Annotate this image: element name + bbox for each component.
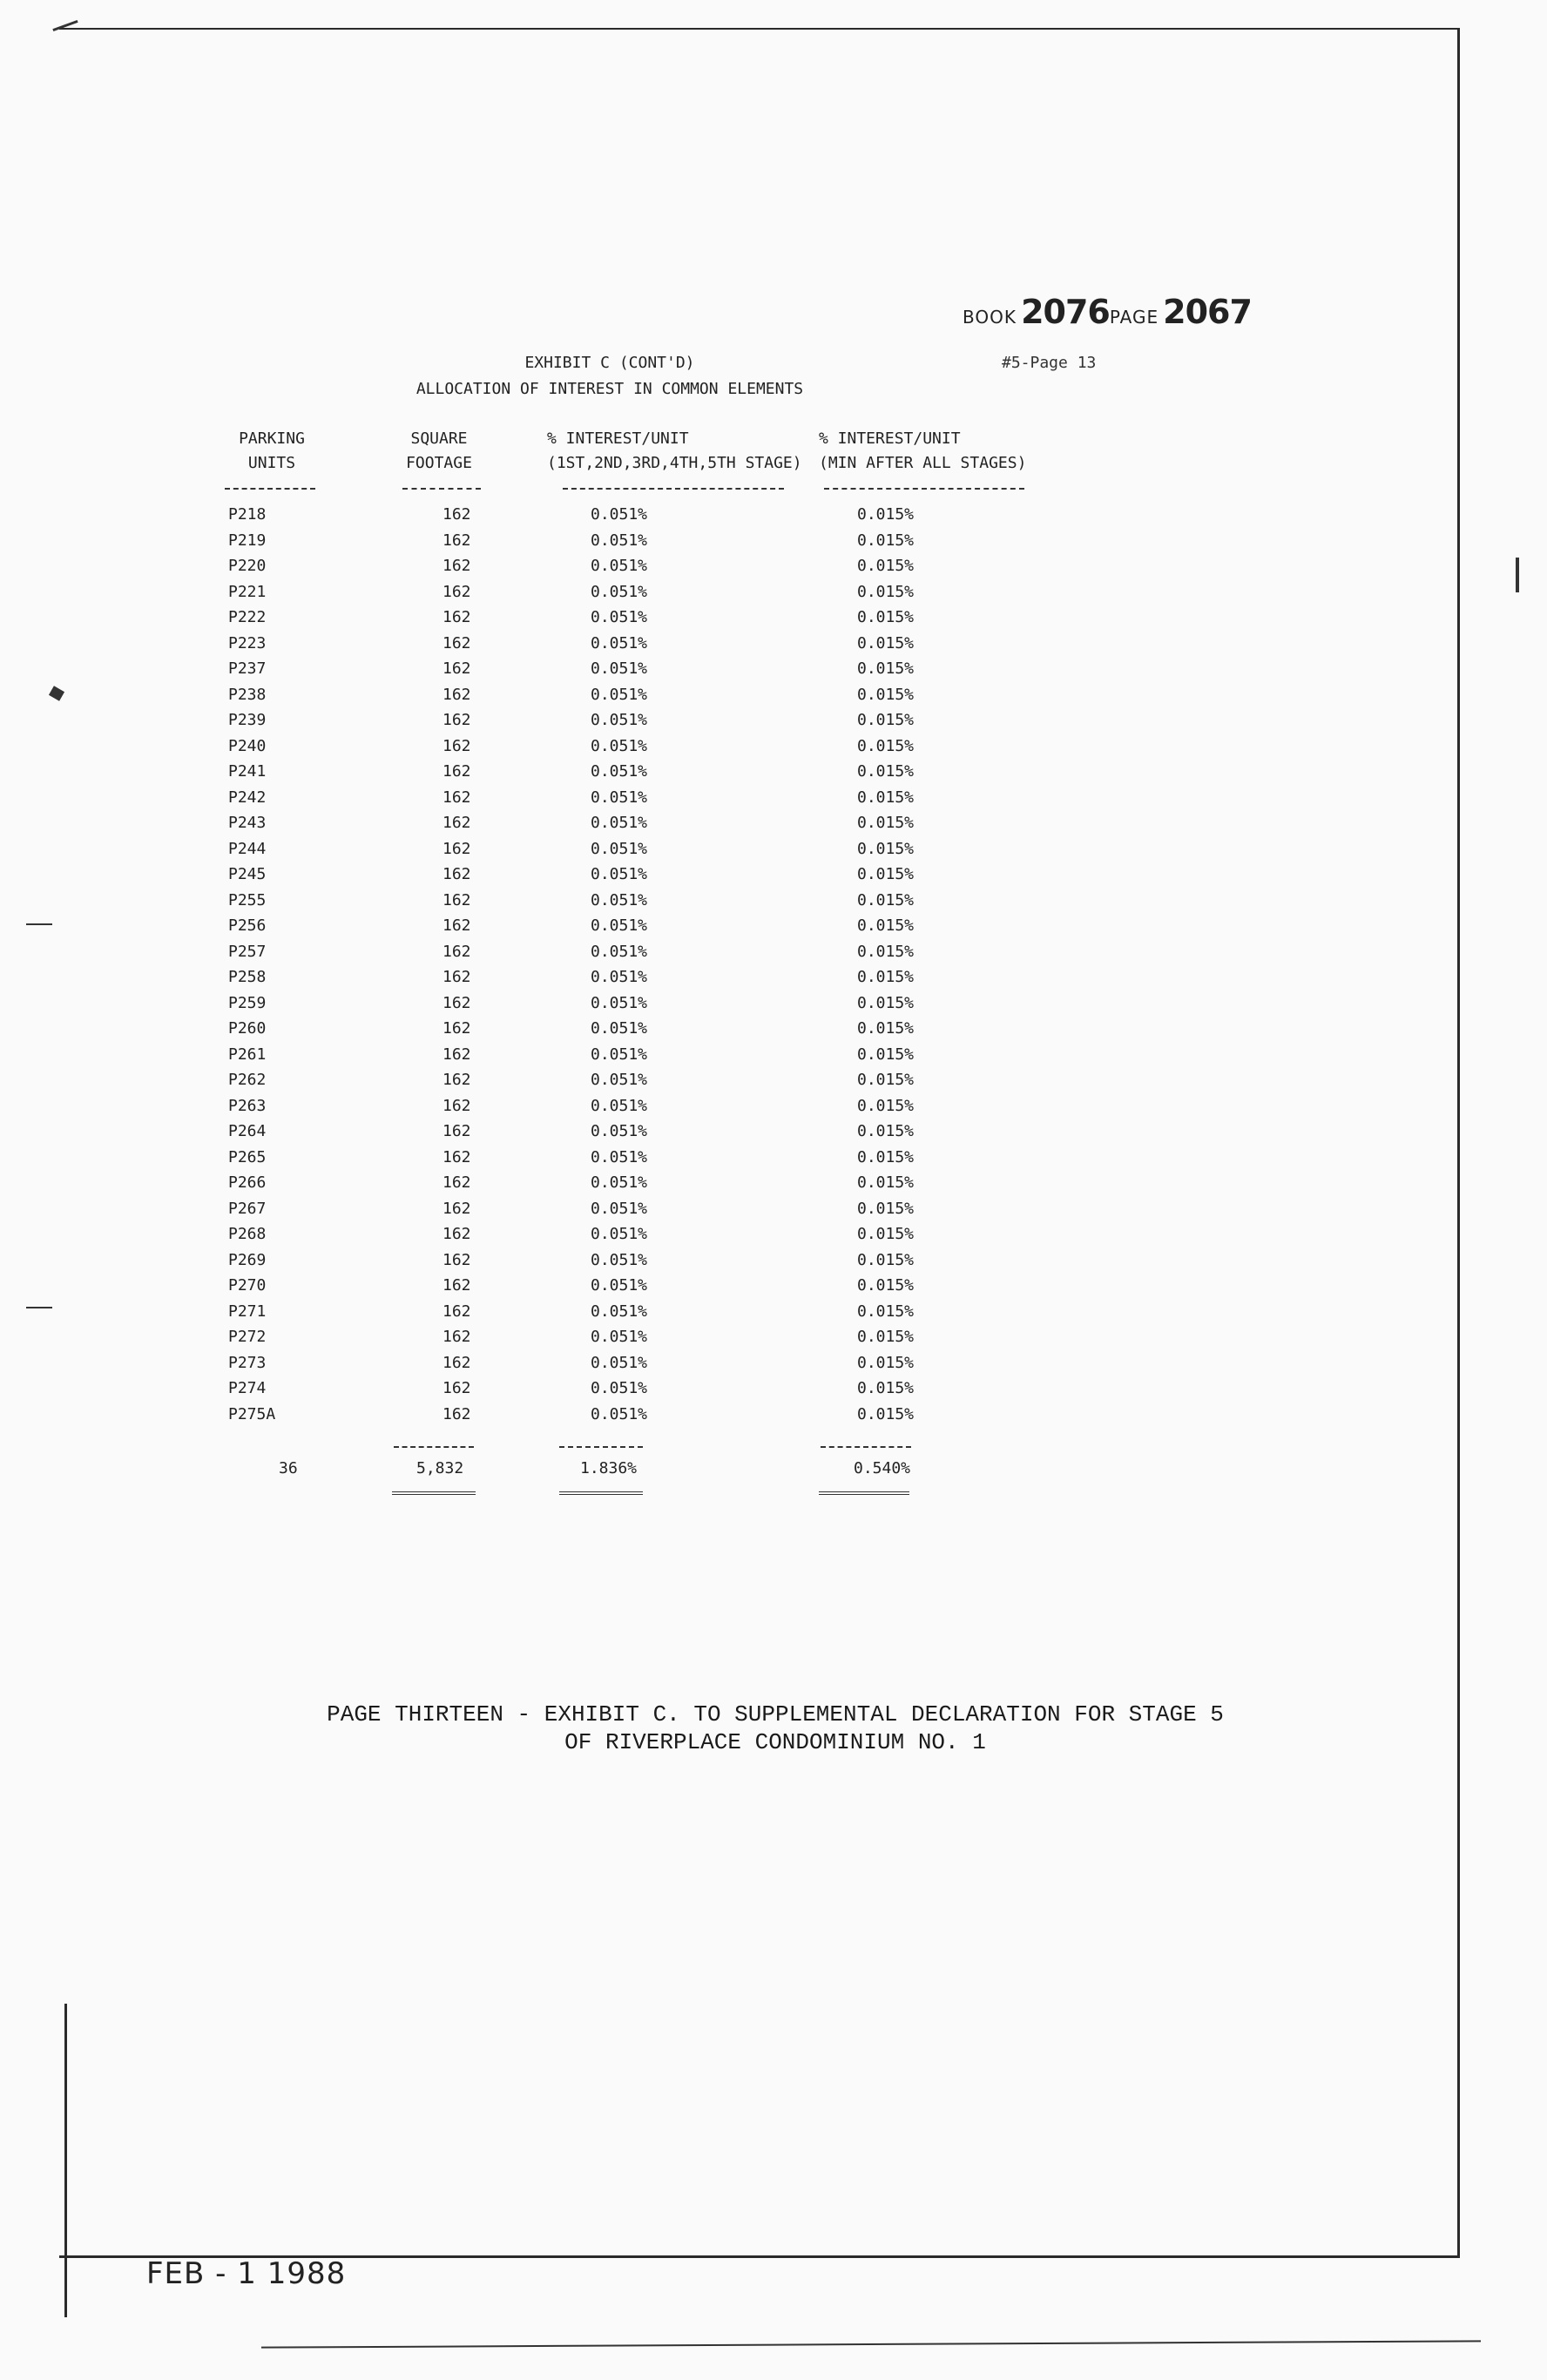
table-row bbox=[0, 1251, 1547, 1277]
square-footage-cell: 162 bbox=[442, 659, 471, 678]
square-footage-cell: 162 bbox=[442, 968, 471, 986]
pct-stage-cell: 0.051% bbox=[591, 1122, 648, 1140]
book-reference bbox=[963, 293, 1252, 331]
pct-min-cell: 0.015% bbox=[857, 1379, 915, 1397]
pct-min-cell: 0.015% bbox=[857, 1096, 915, 1115]
pct-min-cell: 0.015% bbox=[857, 1302, 915, 1321]
table-row bbox=[0, 1354, 1547, 1380]
table-row bbox=[0, 1071, 1547, 1097]
totals-double-underline bbox=[819, 1491, 909, 1495]
column-header-pct-stage: % INTEREST/UNIT (1ST,2ND,3RD,4TH,5TH STAGE) bbox=[547, 429, 802, 472]
totals-double-underline bbox=[559, 1491, 643, 1495]
unit-cell: P244 bbox=[228, 839, 267, 858]
total-square-footage: 5,832 bbox=[416, 1459, 464, 1477]
footer-caption-line1: PAGE THIRTEEN - EXHIBIT C. TO SUPPLEMENTAL DECLARATION FOR STAGE 5 bbox=[327, 1701, 1224, 1728]
table-row bbox=[0, 1122, 1547, 1148]
pct-min-cell: 0.015% bbox=[857, 1071, 915, 1089]
unit-cell: P245 bbox=[228, 865, 267, 883]
pct-stage-cell: 0.051% bbox=[591, 1328, 648, 1346]
table-row bbox=[0, 1225, 1547, 1251]
square-footage-cell: 162 bbox=[442, 1379, 471, 1397]
pct-stage-cell: 0.051% bbox=[591, 531, 648, 550]
square-footage-cell: 162 bbox=[442, 633, 471, 652]
page-ref: #5-Page 13 bbox=[1002, 354, 1097, 372]
table-row bbox=[0, 659, 1547, 686]
pct-stage-cell: 0.051% bbox=[591, 711, 648, 729]
square-footage-cell: 162 bbox=[442, 993, 471, 1012]
pct-min-cell: 0.015% bbox=[857, 633, 915, 652]
table-row bbox=[0, 788, 1547, 815]
unit-cell: P221 bbox=[228, 582, 267, 601]
square-footage-cell: 162 bbox=[442, 1019, 471, 1038]
table-row bbox=[0, 1405, 1547, 1431]
pct-stage-cell: 0.051% bbox=[591, 1019, 648, 1038]
unit-cell: P218 bbox=[228, 505, 267, 524]
pct-stage-cell: 0.051% bbox=[591, 582, 648, 601]
book-prefix: BOOK bbox=[963, 307, 1017, 328]
table-row bbox=[0, 994, 1547, 1020]
table-row bbox=[0, 711, 1547, 737]
table-row bbox=[0, 1148, 1547, 1174]
pct-stage-cell: 0.051% bbox=[591, 1276, 648, 1295]
pct-min-cell: 0.015% bbox=[857, 736, 915, 755]
pct-stage-cell: 0.051% bbox=[591, 1353, 648, 1372]
pct-min-cell: 0.015% bbox=[857, 814, 915, 832]
table-row bbox=[0, 840, 1547, 866]
pct-min-cell: 0.015% bbox=[857, 1045, 915, 1064]
pct-min-cell: 0.015% bbox=[857, 942, 915, 961]
pct-min-cell: 0.015% bbox=[857, 890, 915, 909]
unit-cell: P242 bbox=[228, 788, 267, 807]
pct-stage-cell: 0.051% bbox=[591, 762, 648, 781]
square-footage-cell: 162 bbox=[442, 839, 471, 858]
pct-min-cell: 0.015% bbox=[857, 582, 915, 601]
unit-cell: P257 bbox=[228, 942, 267, 961]
pct-stage-cell: 0.051% bbox=[591, 633, 648, 652]
totals-double-underline bbox=[392, 1491, 476, 1495]
scan-mark bbox=[261, 2340, 1481, 2348]
square-footage-cell: 162 bbox=[442, 685, 471, 704]
column-header-pct-min: % INTEREST/UNIT (MIN AFTER ALL STAGES) bbox=[819, 429, 1027, 472]
unit-cell: P237 bbox=[228, 659, 267, 678]
pct-min-cell: 0.015% bbox=[857, 1276, 915, 1295]
pct-min-cell: 0.015% bbox=[857, 1199, 915, 1218]
square-footage-cell: 162 bbox=[442, 890, 471, 909]
table-row bbox=[0, 762, 1547, 788]
unit-cell: P258 bbox=[228, 968, 267, 986]
pct-stage-cell: 0.051% bbox=[591, 1096, 648, 1115]
exhibit-title-line2: ALLOCATION OF INTEREST IN COMMON ELEMENTS bbox=[415, 380, 804, 398]
pct-stage-cell: 0.051% bbox=[591, 1071, 648, 1089]
square-footage-cell: 162 bbox=[442, 1328, 471, 1346]
square-footage-cell: 162 bbox=[442, 814, 471, 832]
table-row bbox=[0, 686, 1547, 712]
unit-cell: P275A bbox=[228, 1404, 276, 1423]
table-row bbox=[0, 737, 1547, 763]
unit-cell: P223 bbox=[228, 633, 267, 652]
pct-stage-cell: 0.051% bbox=[591, 788, 648, 807]
table-row bbox=[0, 557, 1547, 583]
pct-min-cell: 0.015% bbox=[857, 916, 915, 935]
book-number: 2076 bbox=[1021, 293, 1110, 331]
header-underline bbox=[824, 488, 1024, 490]
table-row bbox=[0, 865, 1547, 891]
table-row bbox=[0, 608, 1547, 634]
column-header-square-footage: SQUARE FOOTAGE bbox=[406, 429, 472, 472]
pct-stage-cell: 0.051% bbox=[591, 865, 648, 883]
pct-min-cell: 0.015% bbox=[857, 711, 915, 729]
square-footage-cell: 162 bbox=[442, 1071, 471, 1089]
table-row bbox=[0, 1019, 1547, 1045]
pct-min-cell: 0.015% bbox=[857, 531, 915, 550]
table-row bbox=[0, 1200, 1547, 1226]
unit-cell: P269 bbox=[228, 1250, 267, 1269]
pct-stage-cell: 0.051% bbox=[591, 968, 648, 986]
square-footage-cell: 162 bbox=[442, 1250, 471, 1269]
unit-cell: P239 bbox=[228, 711, 267, 729]
square-footage-cell: 162 bbox=[442, 557, 471, 575]
square-footage-cell: 162 bbox=[442, 1045, 471, 1064]
square-footage-cell: 162 bbox=[442, 916, 471, 935]
unit-cell: P222 bbox=[228, 608, 267, 626]
square-footage-cell: 162 bbox=[442, 1096, 471, 1115]
table-row bbox=[0, 634, 1547, 660]
pct-stage-cell: 0.051% bbox=[591, 1173, 648, 1192]
pct-stage-cell: 0.051% bbox=[591, 814, 648, 832]
pct-min-cell: 0.015% bbox=[857, 505, 915, 524]
table-row bbox=[0, 943, 1547, 969]
unit-cell: P266 bbox=[228, 1173, 267, 1192]
table-row bbox=[0, 1302, 1547, 1329]
unit-cell: P273 bbox=[228, 1353, 267, 1372]
unit-cell: P259 bbox=[228, 993, 267, 1012]
pct-stage-cell: 0.051% bbox=[591, 1147, 648, 1166]
pct-stage-cell: 0.051% bbox=[591, 1199, 648, 1218]
pct-min-cell: 0.015% bbox=[857, 1147, 915, 1166]
square-footage-cell: 162 bbox=[442, 531, 471, 550]
pct-stage-cell: 0.051% bbox=[591, 839, 648, 858]
pct-min-cell: 0.015% bbox=[857, 685, 915, 704]
pct-stage-cell: 0.051% bbox=[591, 557, 648, 575]
header-underline bbox=[563, 488, 784, 490]
header-underline bbox=[225, 488, 315, 490]
pct-stage-cell: 0.051% bbox=[591, 1045, 648, 1064]
unit-cell: P255 bbox=[228, 890, 267, 909]
unit-cell: P220 bbox=[228, 557, 267, 575]
square-footage-cell: 162 bbox=[442, 762, 471, 781]
totals-underline bbox=[559, 1446, 643, 1448]
square-footage-cell: 162 bbox=[442, 788, 471, 807]
square-footage-cell: 162 bbox=[442, 1199, 471, 1218]
unit-cell: P241 bbox=[228, 762, 267, 781]
pct-min-cell: 0.015% bbox=[857, 993, 915, 1012]
table-row bbox=[0, 1276, 1547, 1302]
square-footage-cell: 162 bbox=[442, 1353, 471, 1372]
pct-stage-cell: 0.051% bbox=[591, 608, 648, 626]
unit-cell: P262 bbox=[228, 1071, 267, 1089]
square-footage-cell: 162 bbox=[442, 736, 471, 755]
table-row bbox=[0, 916, 1547, 943]
page-number: 2067 bbox=[1163, 293, 1252, 331]
square-footage-cell: 162 bbox=[442, 1147, 471, 1166]
table-row bbox=[0, 583, 1547, 609]
pct-stage-cell: 0.051% bbox=[591, 685, 648, 704]
unit-cell: P274 bbox=[228, 1379, 267, 1397]
unit-cell: P272 bbox=[228, 1328, 267, 1346]
square-footage-cell: 162 bbox=[442, 1276, 471, 1295]
square-footage-cell: 162 bbox=[442, 505, 471, 524]
square-footage-cell: 162 bbox=[442, 942, 471, 961]
table-row bbox=[0, 505, 1547, 531]
pct-stage-cell: 0.051% bbox=[591, 505, 648, 524]
square-footage-cell: 162 bbox=[442, 1122, 471, 1140]
pct-stage-cell: 0.051% bbox=[591, 1250, 648, 1269]
table-row bbox=[0, 1379, 1547, 1405]
square-footage-cell: 162 bbox=[442, 608, 471, 626]
pct-min-cell: 0.015% bbox=[857, 1122, 915, 1140]
recording-date-stamp: FEB - 1 1988 bbox=[146, 2256, 347, 2291]
pct-stage-cell: 0.051% bbox=[591, 659, 648, 678]
header-underline bbox=[402, 488, 481, 490]
pct-min-cell: 0.015% bbox=[857, 762, 915, 781]
pct-stage-cell: 0.051% bbox=[591, 942, 648, 961]
pct-min-cell: 0.015% bbox=[857, 1173, 915, 1192]
footer-caption-line2: OF RIVERPLACE CONDOMINIUM NO. 1 bbox=[564, 1729, 986, 1755]
unit-cell: P270 bbox=[228, 1276, 267, 1295]
unit-cell: P260 bbox=[228, 1019, 267, 1038]
pct-min-cell: 0.015% bbox=[857, 608, 915, 626]
unit-cell: P243 bbox=[228, 814, 267, 832]
pct-stage-cell: 0.051% bbox=[591, 1225, 648, 1243]
table-body bbox=[0, 505, 1547, 1430]
square-footage-cell: 162 bbox=[442, 1225, 471, 1243]
pct-min-cell: 0.015% bbox=[857, 1328, 915, 1346]
square-footage-cell: 162 bbox=[442, 711, 471, 729]
total-pct-min: 0.540% bbox=[854, 1459, 911, 1477]
table-row bbox=[0, 814, 1547, 840]
unit-cell: P240 bbox=[228, 736, 267, 755]
unit-cell: P264 bbox=[228, 1122, 267, 1140]
exhibit-title bbox=[366, 350, 854, 402]
footer-caption bbox=[209, 1700, 1341, 1756]
pct-stage-cell: 0.051% bbox=[591, 1379, 648, 1397]
scan-edge-left bbox=[64, 2004, 67, 2317]
unit-cell: P261 bbox=[228, 1045, 267, 1064]
square-footage-cell: 162 bbox=[442, 865, 471, 883]
square-footage-cell: 162 bbox=[442, 1404, 471, 1423]
unit-cell: P267 bbox=[228, 1199, 267, 1218]
pct-stage-cell: 0.051% bbox=[591, 916, 648, 935]
table-row bbox=[0, 891, 1547, 917]
table-row bbox=[0, 1173, 1547, 1200]
unit-cell: P238 bbox=[228, 685, 267, 704]
unit-cell: P256 bbox=[228, 916, 267, 935]
page-label: PAGE bbox=[1109, 307, 1159, 328]
exhibit-title-line1: EXHIBIT C (CONT'D) bbox=[524, 354, 695, 372]
pct-stage-cell: 0.051% bbox=[591, 993, 648, 1012]
table-row bbox=[0, 531, 1547, 558]
square-footage-cell: 162 bbox=[442, 1173, 471, 1192]
pct-min-cell: 0.015% bbox=[857, 659, 915, 678]
totals-underline bbox=[821, 1446, 911, 1448]
unit-cell: P265 bbox=[228, 1147, 267, 1166]
pct-min-cell: 0.015% bbox=[857, 788, 915, 807]
pct-stage-cell: 0.051% bbox=[591, 890, 648, 909]
table-row bbox=[0, 1328, 1547, 1354]
pct-min-cell: 0.015% bbox=[857, 1404, 915, 1423]
pct-min-cell: 0.015% bbox=[857, 865, 915, 883]
table-row bbox=[0, 968, 1547, 994]
square-footage-cell: 162 bbox=[442, 582, 471, 601]
pct-stage-cell: 0.051% bbox=[591, 736, 648, 755]
unit-cell: P268 bbox=[228, 1225, 267, 1243]
square-footage-cell: 162 bbox=[442, 1302, 471, 1321]
total-pct-stage: 1.836% bbox=[580, 1459, 638, 1477]
pct-min-cell: 0.015% bbox=[857, 1250, 915, 1269]
pct-min-cell: 0.015% bbox=[857, 1353, 915, 1372]
pct-stage-cell: 0.051% bbox=[591, 1404, 648, 1423]
table-row bbox=[0, 1045, 1547, 1072]
pct-min-cell: 0.015% bbox=[857, 839, 915, 858]
pct-stage-cell: 0.051% bbox=[591, 1302, 648, 1321]
total-count: 36 bbox=[279, 1459, 298, 1477]
table-row bbox=[0, 1097, 1547, 1123]
column-header-parking-units: PARKING UNITS bbox=[239, 429, 305, 472]
pct-min-cell: 0.015% bbox=[857, 557, 915, 575]
pct-min-cell: 0.015% bbox=[857, 1019, 915, 1038]
totals-underline bbox=[394, 1446, 474, 1448]
pct-min-cell: 0.015% bbox=[857, 1225, 915, 1243]
unit-cell: P219 bbox=[228, 531, 267, 550]
unit-cell: P271 bbox=[228, 1302, 267, 1321]
unit-cell: P263 bbox=[228, 1096, 267, 1115]
pct-min-cell: 0.015% bbox=[857, 968, 915, 986]
